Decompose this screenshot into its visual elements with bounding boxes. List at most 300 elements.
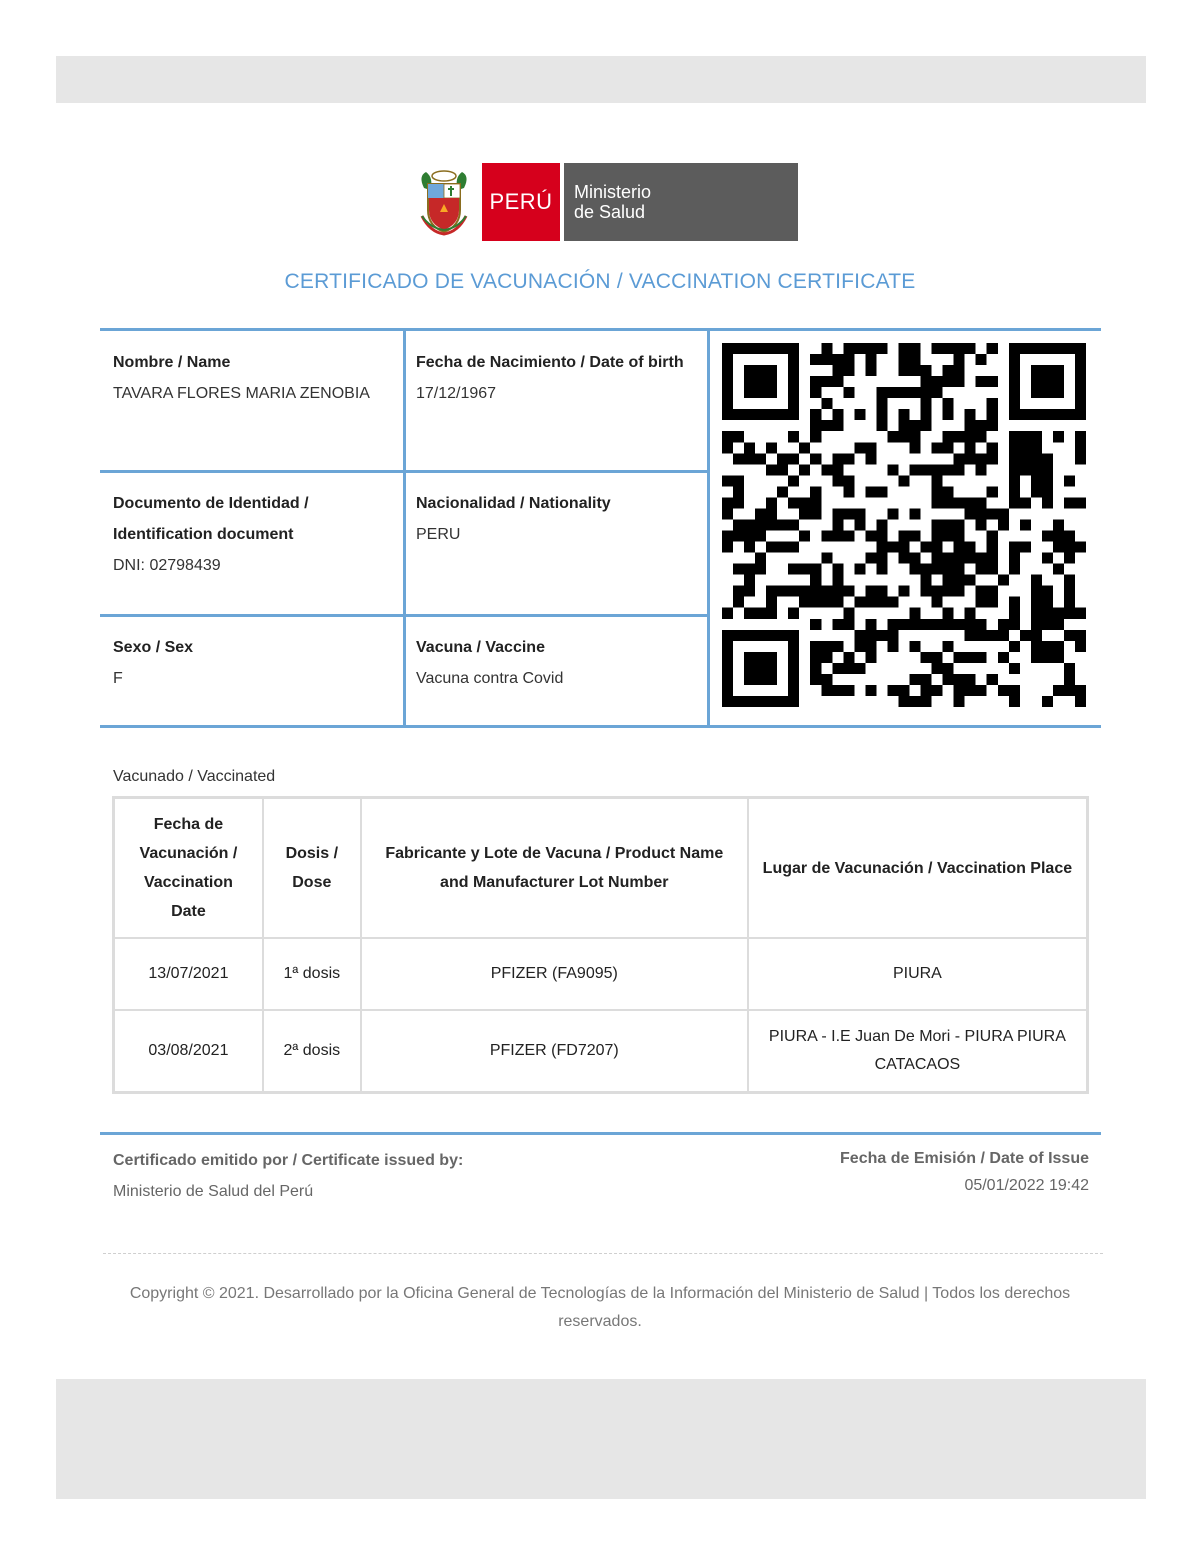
qr-module — [943, 586, 954, 597]
qr-module — [921, 398, 932, 409]
qr-module — [910, 464, 921, 475]
qr-module — [1064, 553, 1075, 564]
qr-module — [788, 354, 799, 365]
qr-module — [788, 497, 799, 508]
qr-module — [1075, 608, 1086, 619]
qr-module — [932, 475, 943, 486]
qr-module — [843, 508, 854, 519]
qr-module — [910, 619, 921, 630]
name-value: TAVARA FLORES MARIA ZENOBIA — [113, 385, 370, 402]
qr-module — [932, 442, 943, 453]
qr-module — [766, 376, 777, 387]
qr-module — [898, 553, 909, 564]
qr-module — [865, 531, 876, 542]
qr-module — [921, 365, 932, 376]
qr-module — [1009, 542, 1020, 553]
table-header-row — [114, 798, 1087, 938]
qr-module — [810, 508, 821, 519]
qr-module — [910, 354, 921, 365]
qr-module — [843, 619, 854, 630]
qr-module — [1009, 553, 1020, 564]
qr-module — [854, 641, 865, 652]
row-product: PFIZER (FD7207) — [361, 1010, 748, 1092]
qr-module — [1053, 387, 1064, 398]
qr-module — [976, 685, 987, 696]
qr-module — [943, 365, 954, 376]
qr-module — [722, 531, 733, 542]
qr-module — [932, 619, 943, 630]
qr-module — [766, 663, 777, 674]
qr-module — [810, 575, 821, 586]
qr-module — [898, 431, 909, 442]
qr-module — [987, 486, 998, 497]
qr-module — [910, 442, 921, 453]
qr-module — [722, 608, 733, 619]
qr-module — [1009, 354, 1020, 365]
vaccine-field — [403, 616, 707, 726]
qr-module — [1075, 685, 1086, 696]
qr-module — [766, 409, 777, 420]
qr-module — [832, 663, 843, 674]
id-document-label: Documento de Identidad / Identification document — [113, 495, 309, 543]
qr-module — [1075, 431, 1086, 442]
qr-module — [1031, 442, 1042, 453]
qr-module — [954, 453, 965, 464]
qr-module — [1042, 531, 1053, 542]
qr-module — [1009, 641, 1020, 652]
qr-module — [722, 354, 733, 365]
qr-module — [854, 508, 865, 519]
qr-module — [865, 619, 876, 630]
qr-module — [1064, 597, 1075, 608]
qr-module — [1020, 431, 1031, 442]
qr-module — [1053, 652, 1064, 663]
qr-module — [943, 486, 954, 497]
qr-module — [1009, 619, 1020, 630]
qr-module — [965, 420, 976, 431]
qr-module — [1042, 586, 1053, 597]
qr-module — [954, 519, 965, 530]
qr-module — [788, 542, 799, 553]
qr-module — [987, 597, 998, 608]
qr-module — [799, 564, 810, 575]
qr-module — [865, 586, 876, 597]
qr-module — [976, 376, 987, 387]
qr-module — [910, 431, 921, 442]
qr-module — [1064, 497, 1075, 508]
qr-module — [744, 365, 755, 376]
qr-module — [887, 619, 898, 630]
qr-module — [821, 586, 832, 597]
qr-module — [722, 365, 733, 376]
qr-module — [887, 387, 898, 398]
qr-module — [777, 453, 788, 464]
qr-module — [1020, 453, 1031, 464]
qr-module — [832, 597, 843, 608]
qr-module — [744, 376, 755, 387]
qr-module — [755, 564, 766, 575]
qr-module — [1009, 696, 1020, 707]
qr-module — [910, 343, 921, 354]
qr-module — [733, 497, 744, 508]
qr-module — [788, 376, 799, 387]
qr-module — [1020, 442, 1031, 453]
qr-module — [898, 475, 909, 486]
qr-module — [777, 586, 788, 597]
qr-module — [832, 376, 843, 387]
qr-module — [766, 343, 777, 354]
qr-module — [843, 343, 854, 354]
qr-module — [832, 564, 843, 575]
qr-module — [943, 564, 954, 575]
qr-module — [777, 630, 788, 641]
divider — [100, 1132, 1101, 1135]
name-label: Nombre / Name — [113, 354, 231, 371]
qr-module — [810, 652, 821, 663]
qr-module — [766, 696, 777, 707]
qr-module — [954, 685, 965, 696]
qr-module — [1042, 453, 1053, 464]
qr-module — [755, 387, 766, 398]
qr-module — [821, 674, 832, 685]
qr-module — [910, 553, 921, 564]
qr-module — [965, 343, 976, 354]
qr-module — [876, 398, 887, 409]
qr-module — [788, 453, 799, 464]
qr-module — [777, 464, 788, 475]
qr-module — [898, 343, 909, 354]
qr-module — [998, 630, 1009, 641]
qr-module — [976, 553, 987, 564]
copyright-text: Copyright © 2021. Desarrollado por la Oficina General de Tecnologías de la Información del Ministerio de Salud | Todos los derechos reservados. — [129, 1285, 1071, 1330]
qr-module — [987, 442, 998, 453]
qr-module — [832, 586, 843, 597]
qr-module — [887, 641, 898, 652]
qr-module — [954, 696, 965, 707]
qr-module — [965, 575, 976, 586]
qr-module — [865, 453, 876, 464]
sex-label: Sexo / Sex — [113, 639, 194, 656]
qr-module — [932, 464, 943, 475]
qr-module — [810, 597, 821, 608]
qr-module — [965, 608, 976, 619]
qr-module — [943, 619, 954, 630]
qr-module — [1064, 663, 1075, 674]
qr-module — [910, 420, 921, 431]
qr-module — [766, 387, 777, 398]
qr-module — [910, 387, 921, 398]
qr-module — [932, 586, 943, 597]
qr-module — [876, 564, 887, 575]
qr-module — [832, 531, 843, 542]
qr-module — [876, 486, 887, 497]
qr-module — [865, 652, 876, 663]
qr-module — [788, 652, 799, 663]
qr-module — [910, 641, 921, 652]
qr-module — [965, 685, 976, 696]
qr-module — [766, 652, 777, 663]
qr-module — [1075, 365, 1086, 376]
qr-module — [1020, 497, 1031, 508]
qr-module — [843, 531, 854, 542]
qr-module — [755, 519, 766, 530]
qr-module — [733, 564, 744, 575]
qr-module — [744, 575, 755, 586]
qr-module — [865, 486, 876, 497]
qr-module — [1031, 619, 1042, 630]
qr-module — [876, 586, 887, 597]
qr-module — [1009, 475, 1020, 486]
qr-module — [943, 575, 954, 586]
qr-module — [788, 365, 799, 376]
qr-module — [733, 486, 744, 497]
qr-module — [810, 564, 821, 575]
qr-module — [832, 619, 843, 630]
qr-module — [1075, 453, 1086, 464]
qr-module — [810, 619, 821, 630]
qr-module — [932, 343, 943, 354]
qr-module — [921, 420, 932, 431]
row-product: PFIZER (FA9095) — [361, 938, 748, 1010]
qr-module — [744, 652, 755, 663]
nationality-label: Nacionalidad / Nationality — [416, 495, 611, 512]
qr-module — [821, 685, 832, 696]
qr-module — [876, 387, 887, 398]
qr-module — [943, 519, 954, 530]
qr-module — [1009, 464, 1020, 475]
qr-module — [810, 663, 821, 674]
qr-module — [921, 696, 932, 707]
qr-module — [976, 453, 987, 464]
qr-module — [1031, 475, 1042, 486]
qr-module — [943, 553, 954, 564]
qr-module — [744, 343, 755, 354]
qr-module — [921, 685, 932, 696]
qr-module — [821, 464, 832, 475]
qr-module — [1053, 542, 1064, 553]
qr-module — [810, 409, 821, 420]
qr-module — [766, 674, 777, 685]
qr-module — [832, 365, 843, 376]
qr-module — [722, 442, 733, 453]
dob-field — [403, 331, 707, 470]
row-date: 03/08/2021 — [114, 1010, 263, 1092]
qr-module — [1031, 608, 1042, 619]
qr-module — [1031, 453, 1042, 464]
dob-value: 17/12/1967 — [416, 385, 497, 402]
id-document-field — [100, 472, 403, 614]
qr-module — [954, 553, 965, 564]
header-product: Fabricante y Lote de Vacuna / Product Name and Manufacturer Lot Number — [361, 798, 748, 938]
qr-module — [943, 497, 954, 508]
qr-module — [854, 663, 865, 674]
qr-module — [976, 630, 987, 641]
qr-module — [976, 420, 987, 431]
qr-module — [998, 685, 1009, 696]
qr-module — [744, 674, 755, 685]
qr-module — [788, 685, 799, 696]
qr-module — [976, 586, 987, 597]
qr-module — [987, 586, 998, 597]
vaccine-value: Vacuna contra Covid — [416, 670, 564, 687]
qr-module — [788, 409, 799, 420]
qr-module — [898, 387, 909, 398]
qr-module — [898, 586, 909, 597]
qr-module — [722, 409, 733, 420]
qr-module — [810, 586, 821, 597]
qr-module — [1031, 597, 1042, 608]
qr-module — [744, 696, 755, 707]
qr-module — [954, 564, 965, 575]
qr-module — [1020, 464, 1031, 475]
qr-module — [876, 597, 887, 608]
qr-module — [1075, 630, 1086, 641]
qr-module — [1031, 575, 1042, 586]
qr-module — [898, 531, 909, 542]
qr-module — [788, 519, 799, 530]
qr-module — [1064, 586, 1075, 597]
qr-module — [976, 652, 987, 663]
qr-module — [1042, 497, 1053, 508]
certificate-title: CERTIFICADO DE VACUNACIÓN / VACCINATION CERTIFICATE — [284, 270, 916, 293]
qr-module — [865, 641, 876, 652]
qr-module — [932, 663, 943, 674]
qr-module — [1064, 674, 1075, 685]
qr-module — [898, 696, 909, 707]
qr-module — [1053, 531, 1064, 542]
qr-module — [1009, 663, 1020, 674]
qr-module — [755, 652, 766, 663]
qr-module — [1075, 376, 1086, 387]
qr-module — [755, 409, 766, 420]
qr-module — [1042, 343, 1053, 354]
qr-code-icon — [722, 343, 1086, 707]
qr-module — [788, 431, 799, 442]
qr-module — [810, 674, 821, 685]
qr-module — [976, 619, 987, 630]
qr-module — [1009, 343, 1020, 354]
qr-module — [821, 398, 832, 409]
qr-module — [832, 685, 843, 696]
qr-module — [1042, 464, 1053, 475]
qr-module — [788, 475, 799, 486]
qr-module — [722, 387, 733, 398]
qr-module — [821, 652, 832, 663]
qr-module — [987, 542, 998, 553]
qr-module — [998, 652, 1009, 663]
id-document-value: DNI: 02798439 — [113, 557, 221, 574]
qr-module — [1053, 619, 1064, 630]
qr-module — [965, 674, 976, 685]
qr-module — [865, 343, 876, 354]
qr-module — [788, 564, 799, 575]
qr-module — [832, 475, 843, 486]
qr-module — [943, 376, 954, 387]
qr-module — [1075, 354, 1086, 365]
qr-module — [954, 497, 965, 508]
qr-module — [954, 376, 965, 387]
qr-module — [722, 630, 733, 641]
vaccination-table — [112, 796, 1089, 1094]
qr-module — [832, 354, 843, 365]
name-field — [100, 331, 403, 470]
qr-module — [965, 630, 976, 641]
qr-module — [943, 608, 954, 619]
qr-module — [733, 343, 744, 354]
qr-module — [987, 398, 998, 409]
qr-module — [1009, 431, 1020, 442]
qr-module — [987, 553, 998, 564]
qr-module — [843, 453, 854, 464]
qr-module — [998, 508, 1009, 519]
qr-module — [854, 343, 865, 354]
qr-module — [799, 497, 810, 508]
qr-module — [755, 365, 766, 376]
qr-module — [898, 409, 909, 420]
qr-module — [1031, 343, 1042, 354]
qr-module — [954, 674, 965, 685]
qr-module — [788, 343, 799, 354]
qr-module — [810, 453, 821, 464]
qr-module — [1075, 398, 1086, 409]
qr-module — [843, 608, 854, 619]
qr-module — [1053, 685, 1064, 696]
qr-module — [843, 365, 854, 376]
qr-module — [876, 343, 887, 354]
qr-module — [821, 531, 832, 542]
qr-module — [932, 597, 943, 608]
qr-module — [921, 674, 932, 685]
qr-module — [932, 685, 943, 696]
qr-module — [865, 365, 876, 376]
qr-module — [788, 696, 799, 707]
qr-module — [976, 464, 987, 475]
qr-module — [810, 387, 821, 398]
qr-module — [976, 519, 987, 530]
qr-module — [1031, 376, 1042, 387]
qr-module — [832, 519, 843, 530]
row-date: 13/07/2021 — [114, 938, 263, 1010]
qr-module — [1042, 608, 1053, 619]
qr-module — [943, 641, 954, 652]
qr-module — [722, 652, 733, 663]
qr-module — [954, 575, 965, 586]
qr-module — [766, 608, 777, 619]
qr-module — [1031, 586, 1042, 597]
qr-module — [843, 586, 854, 597]
qr-module — [733, 531, 744, 542]
qr-module — [898, 420, 909, 431]
qr-module — [1064, 343, 1075, 354]
qr-module — [766, 508, 777, 519]
qr-module — [1053, 343, 1064, 354]
qr-module — [843, 685, 854, 696]
qr-module — [788, 608, 799, 619]
qr-module — [1042, 696, 1053, 707]
qr-module — [832, 409, 843, 420]
bottom-banner — [56, 1379, 1146, 1499]
qr-module — [744, 453, 755, 464]
qr-module — [943, 431, 954, 442]
qr-module — [722, 508, 733, 519]
qr-module — [755, 663, 766, 674]
qr-module — [1009, 564, 1020, 575]
ministry-line2: de Salud — [574, 202, 646, 222]
issued-by-value: Ministerio de Salud del Perú — [113, 1183, 314, 1200]
qr-module — [766, 497, 777, 508]
qr-module — [744, 586, 755, 597]
qr-module — [1009, 365, 1020, 376]
